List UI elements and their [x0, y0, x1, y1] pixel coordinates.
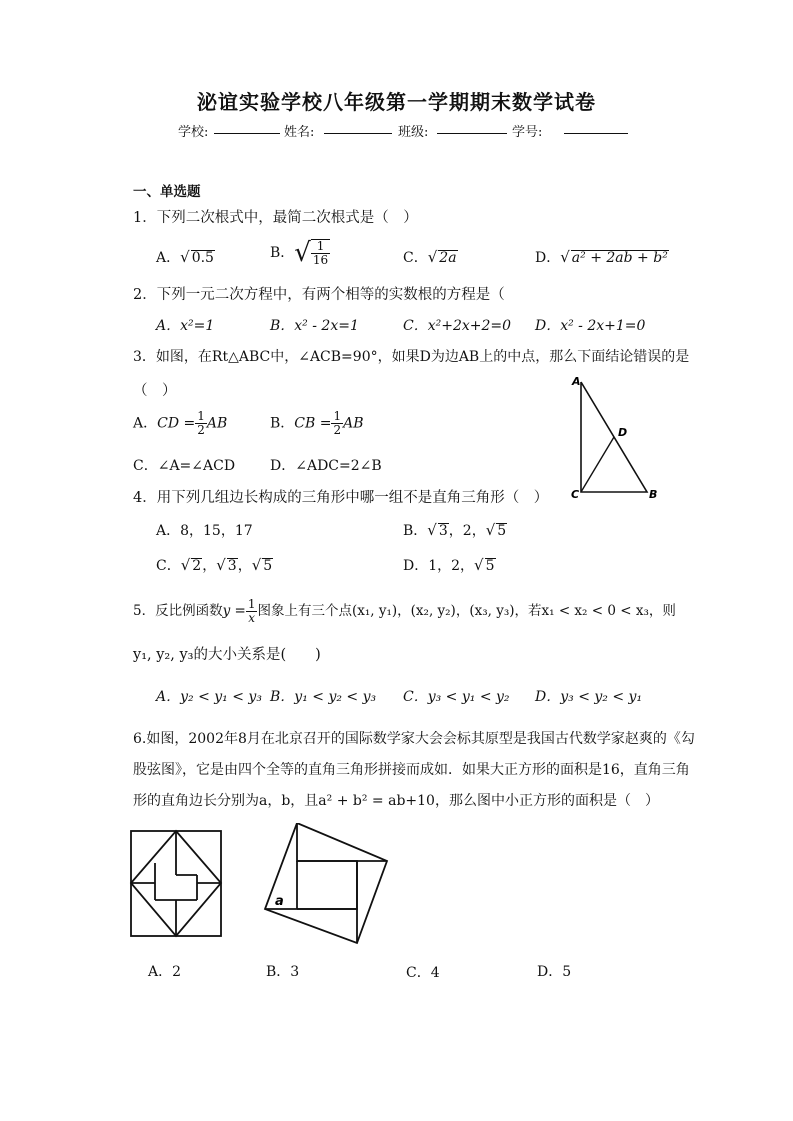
q3-option-c[interactable]: C．∠A=∠ACD: [133, 458, 236, 474]
q3-stem-line1: 3．如图，在Rt△ABC中，∠ACB=90°，如果D为边AB上的中点，那么下面结论错误的是: [133, 349, 690, 365]
q2-option-a[interactable]: A．x²=1: [156, 318, 215, 334]
q3-option-a[interactable]: A．CD = $\frac{1}{2}$ AB: [133, 409, 228, 437]
q4-stem: 4．用下列几组边长构成的三角形中哪一组不是直角三角形（ ）: [133, 490, 549, 506]
school-label: 学校:: [178, 125, 209, 140]
q6-figures: [125, 823, 390, 948]
pinwheel-square-figure: [131, 831, 221, 936]
name-blank[interactable]: [324, 121, 392, 138]
vertex-label-a: A: [572, 375, 581, 388]
q2-option-d[interactable]: D．x² - 2x+1=0: [535, 318, 646, 334]
q2-option-c[interactable]: C．x²+2x+2=0: [403, 318, 512, 334]
q5-stem-line2: y₁, y₂, y₃的大小关系是( ): [133, 647, 321, 663]
school-blank[interactable]: [214, 121, 280, 138]
section-title: 一、单选题: [133, 184, 201, 200]
q3-option-b[interactable]: B．CB = $\frac{1}{2}$ AB: [270, 409, 364, 437]
vertex-label-d: D: [618, 426, 628, 439]
name-label: 姓名:: [284, 125, 315, 140]
q1-stem: 1．下列二次根式中，最简二次根式是（ ）: [133, 210, 418, 226]
q4-option-a[interactable]: A．8，15，17: [156, 523, 253, 539]
q6-option-a[interactable]: A．2: [148, 964, 182, 980]
q4-option-b[interactable]: B．√ 3，2，√ 5: [403, 521, 507, 539]
q3-option-d[interactable]: D．∠ADC=2∠B: [270, 458, 382, 474]
q1-option-b[interactable]: B．√ $\frac{1}{16}$: [270, 238, 329, 268]
class-label: 班级:: [398, 125, 429, 140]
q5-option-b[interactable]: B．y₁ < y₂ < y₃: [270, 689, 377, 705]
q2-option-b[interactable]: B．x² - 2x=1: [270, 318, 359, 334]
median-cd: [581, 437, 614, 492]
q1-option-d[interactable]: D．√ a² + 2ab + b²: [535, 248, 668, 266]
q5-option-d[interactable]: D．y₃ < y₂ < y₁: [535, 689, 643, 705]
q4-option-d[interactable]: D．1，2，√ 5: [403, 556, 495, 574]
q6-stem-line1: 6.如图，2002年8月在北京召开的国际数学家大会会标其原型是我国古代数学家赵爽的《勾: [133, 731, 695, 747]
q6-stem-line3: 形的直角边长分别为a，b，且a² + b² = ab+10，那么图中小正方形的面积是（ ）: [133, 793, 659, 809]
vertex-label-c: C: [571, 488, 580, 501]
class-blank[interactable]: [437, 121, 507, 138]
zhao-shuang-figure: [265, 823, 387, 943]
q3-stem-line2: （ ）: [133, 383, 177, 399]
q6-option-c[interactable]: C．4: [406, 965, 440, 981]
q6-option-d[interactable]: D．5: [537, 964, 572, 980]
number-blank[interactable]: [564, 121, 628, 138]
q1-option-c[interactable]: C．√ 2a: [403, 248, 457, 266]
q5-stem-line1: 5．反比例函数y = $\frac{1}{x}$ 图象上有三个点(x₁, y₁)，(x₂, y₂)，(x₃, y₃)，若x₁ < x₂ < 0 < x₃，则: [133, 597, 676, 625]
q6-stem-line2: 股弦图》，它是由四个全等的直角三角形拼接而成如．如果大正方形的面积是16，直角三角: [133, 762, 690, 778]
q4-option-c[interactable]: C．√ 2，√ 3，√ 5: [156, 556, 273, 574]
q3-triangle-figure: [565, 370, 665, 505]
q5-option-c[interactable]: C．y₃ < y₁ < y₂: [403, 689, 510, 705]
q5-option-a[interactable]: A．y₂ < y₁ < y₃: [156, 689, 262, 705]
figure-label-a: a: [275, 894, 284, 909]
q2-stem: 2．下列一元二次方程中，有两个相等的实数根的方程是（: [133, 287, 505, 303]
number-label: 学号:: [512, 125, 543, 140]
q1-option-a[interactable]: A．√ 0.5: [156, 248, 214, 266]
vertex-label-b: B: [649, 488, 658, 501]
page-title: 泌谊实验学校八年级第一学期期末数学试卷: [197, 90, 596, 114]
q6-option-b[interactable]: B．3: [266, 964, 300, 980]
